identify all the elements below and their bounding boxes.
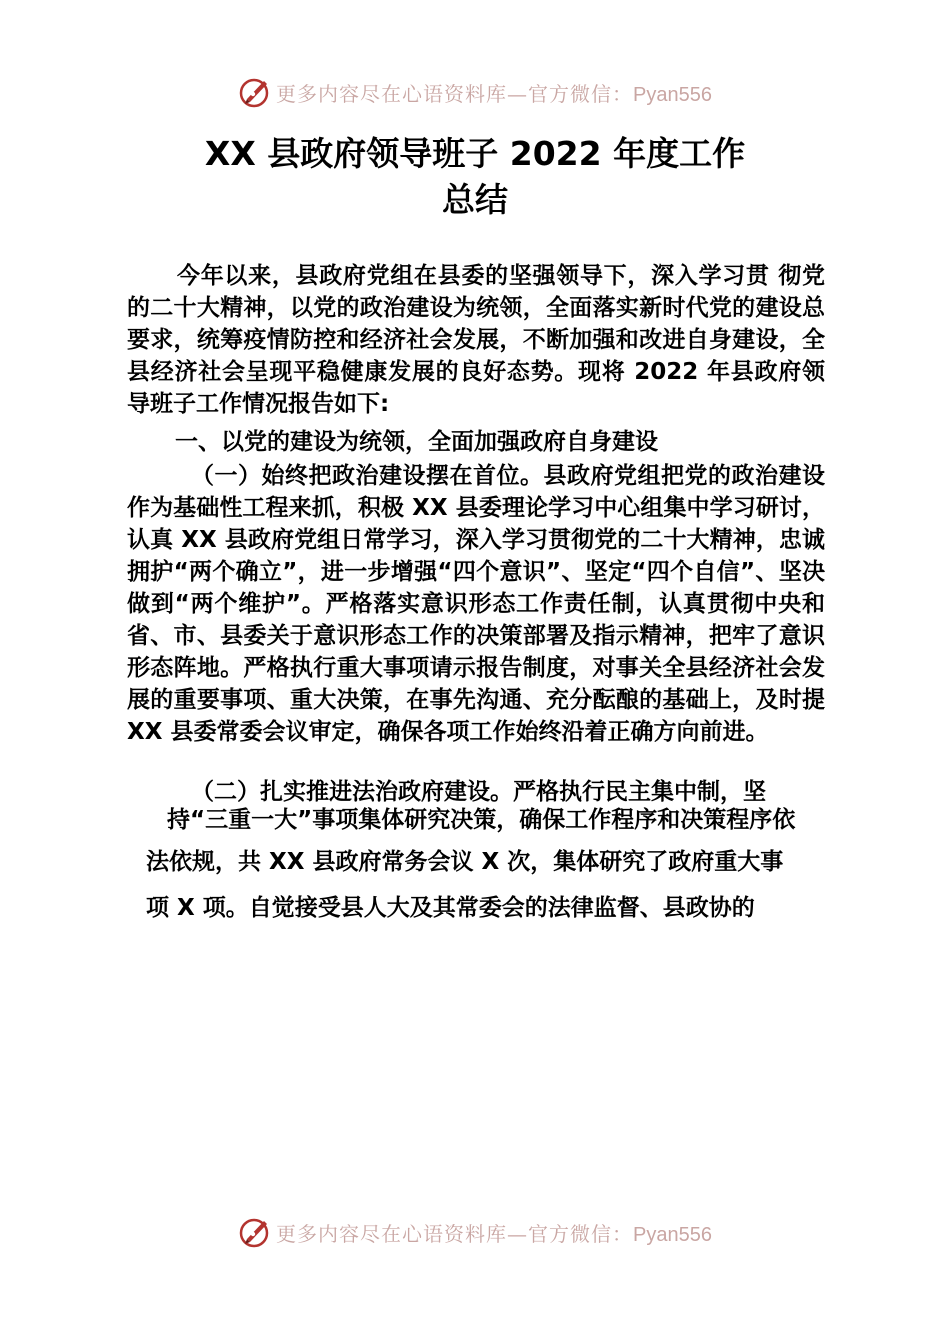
paragraph-political-building: （一）始终把政治建设摆在首位。县政府党组把党的政治建设作为基础性工程来抓，积极 XX 县委理论学习中心组集中学习研讨，认真 XX 县政府党组日常学习，深入学习贯彻党的二十大精神，忠诚拥护“两个确立”，进一步增强“四个意识”、坚定“四个自信”、坚决做到“两个维护”。严格落实意识形态工作责任制，认真贯彻中央和省、市、县委关于意识形态工作的决策部署及指示精神，把牢了意识形态阵地。严格执行重大事项请示报告制度，对事关全县经济社会发展的重要事项、重大决策，在事先沟通、充分酝酿的基础上，及时提 XX 县委常委会议审定，确保各项工作始终沿着正确方向前进。	[127, 463, 825, 745]
footer-watermark	[0, 1212, 950, 1252]
section-heading-1: 一、以党的建设为统领，全面加强政府自身建设	[175, 429, 658, 455]
paragraph-rule-of-law-line2: 持“三重一大”事项集体研究决策，确保工作程序和决策程序依	[167, 807, 796, 833]
paragraph-intro: 今年以来，县政府党组在县委的坚强领导下，深入学习贯 彻党的二十大精神，以党的政治建设为统领，全面落实新时代党的建设总要求，统筹疫情防控和经济社会发展，不断加强和改进自身建设，全县经济社会呈现平稳健康发展的良好态势。现将 2022 年县政府领导班子工作情况报告如下:	[127, 263, 825, 417]
pen-logo-icon	[238, 1215, 272, 1249]
paragraph-rule-of-law-line1: （二）扎实推进法治政府建设。严格执行民主集中制，坚	[191, 779, 766, 805]
pen-logo-icon	[238, 75, 272, 109]
document-title-line1: XX 县政府领导班子 2022 年度工作	[204, 134, 746, 173]
paragraph-rule-of-law-line3: 法依规，共 XX 县政府常务会议 X 次，集体研究了政府重大事	[146, 849, 784, 875]
paragraph-rule-of-law-line4: 项 X 项。自觉接受县人大及其常委会的法律监督、县政协的	[146, 895, 755, 921]
watermark-text: 更多内容尽在心语资料库—官方微信：Pyan556	[276, 81, 712, 106]
header-watermark	[0, 72, 950, 112]
watermark-text: 更多内容尽在心语资料库—官方微信：Pyan556	[276, 1221, 712, 1246]
watermark-wechat-id: Pyan556	[633, 1223, 712, 1246]
watermark-wechat-id: Pyan556	[633, 83, 712, 106]
document-title-line2: 总结	[442, 180, 508, 219]
